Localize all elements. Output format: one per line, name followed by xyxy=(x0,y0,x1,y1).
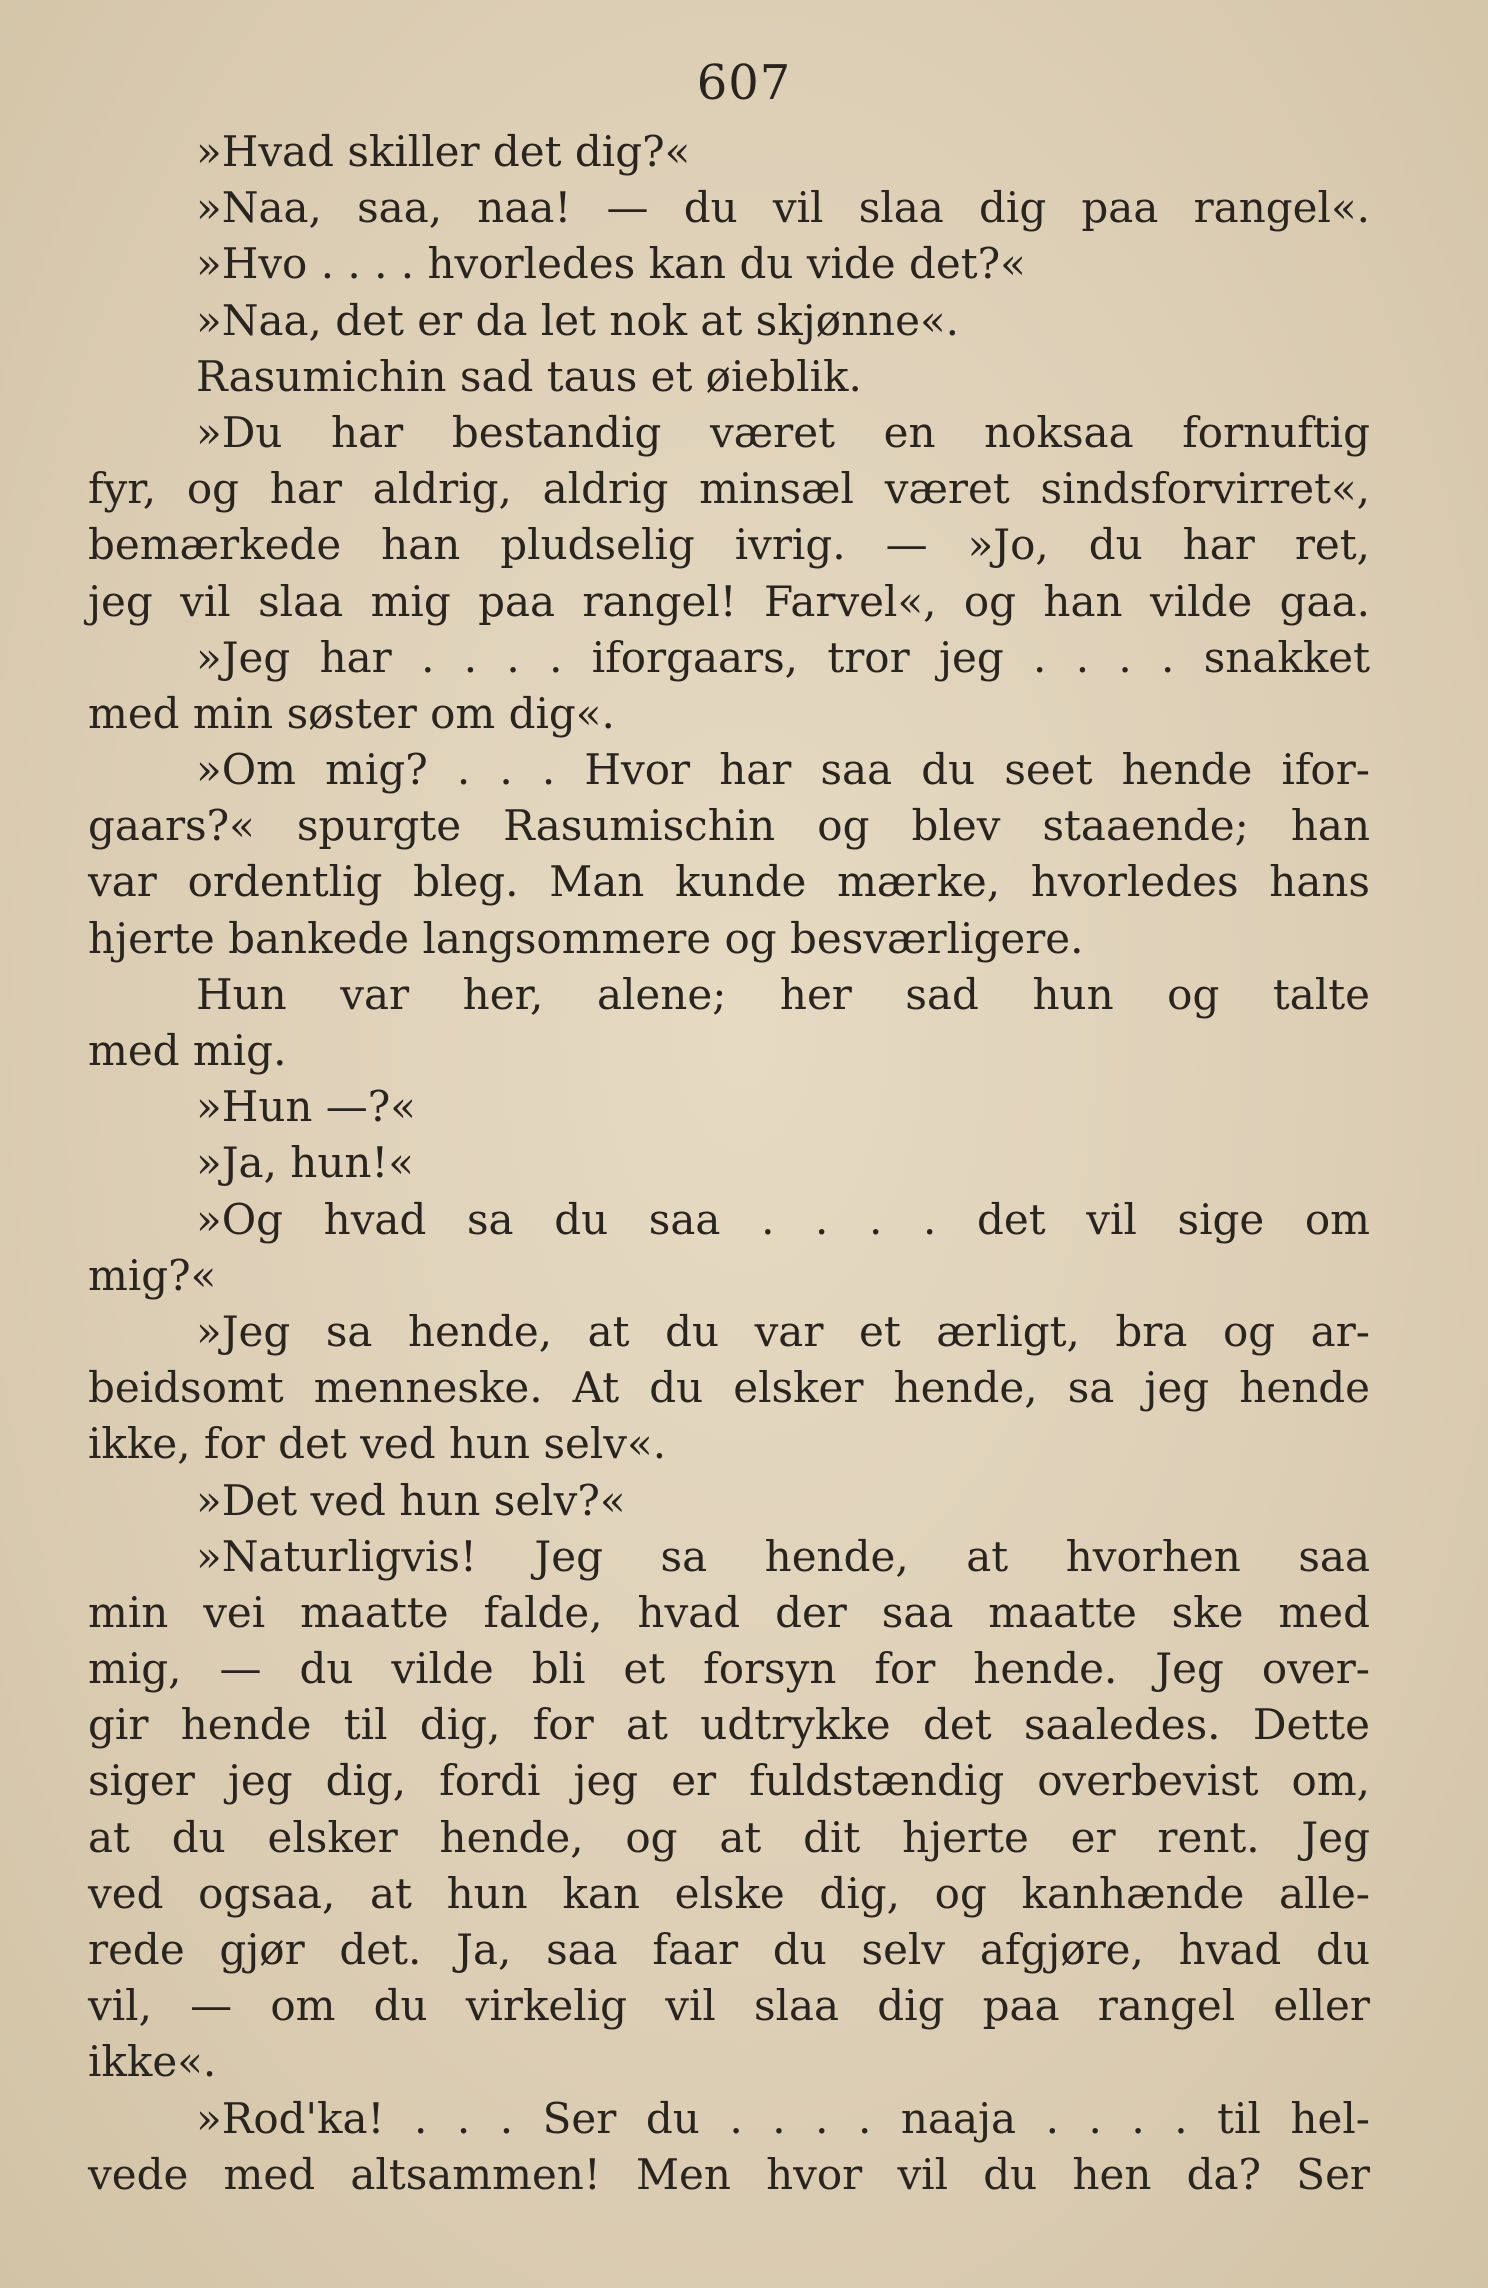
text-line: vede med altsammen! Men hvor vil du hen da? Ser xyxy=(88,2149,1370,2199)
text-line: at du elsker hende, og at dit hjerte er rent. Jeg xyxy=(88,1812,1370,1862)
page-number: 607 xyxy=(696,55,792,111)
text-line: gir hende til dig, for at udtrykke det saaledes. Dette xyxy=(88,1700,1370,1750)
text-line: fyr, og har aldrig, aldrig minsæl været sindsforvirret«, xyxy=(88,464,1370,514)
text-line: ikke«. xyxy=(88,2037,217,2087)
text-line: »Om mig? . . . Hvor har saa du seet hende ifor- xyxy=(196,745,1370,795)
text-line: »Hvo . . . . hvorledes kan du vide det?« xyxy=(196,239,1026,289)
text-line: Rasumichin sad taus et øieblik. xyxy=(196,351,862,401)
text-line: Hun var her, alene; her sad hun og talte xyxy=(196,969,1370,1019)
text-line: bemærkede han pludselig ivrig. — »Jo, du har ret, xyxy=(88,520,1370,570)
text-line: »Og hvad sa du saa . . . . det vil sige om xyxy=(196,1194,1370,1244)
text-line: hjerte bankede langsommere og besværligere. xyxy=(88,913,1084,963)
text-line: ikke, for det ved hun selv«. xyxy=(88,1419,667,1469)
text-line: jeg vil slaa mig paa rangel! Farvel«, og han vilde gaa. xyxy=(88,576,1370,626)
body-text xyxy=(88,124,1370,2203)
text-line: »Det ved hun selv?« xyxy=(196,1475,626,1525)
text-line: »Naa, det er da let nok at skjønne«. xyxy=(196,295,959,345)
text-line: »Rod'ka! . . . Ser du . . . . naaja . . . . til hel- xyxy=(196,2093,1370,2143)
text-line: min vei maatte falde, hvad der saa maatte ske med xyxy=(88,1587,1370,1637)
text-line: beidsomt menneske. At du elsker hende, sa jeg hende xyxy=(88,1363,1370,1413)
text-line: »Ja, hun!« xyxy=(196,1138,414,1188)
text-line: ved ogsaa, at hun kan elske dig, og kanhænde alle- xyxy=(88,1868,1370,1918)
text-line: »Jeg har . . . . iforgaars, tror jeg . . . . snakket xyxy=(196,632,1370,682)
text-line: siger jeg dig, fordi jeg er fuldstændig overbevist om, xyxy=(88,1756,1370,1806)
text-line: var ordentlig bleg. Man kunde mærke, hvorledes hans xyxy=(88,857,1370,907)
text-line: »Jeg sa hende, at du var et ærligt, bra og ar- xyxy=(196,1306,1370,1356)
text-line: vil, — om du virkelig vil slaa dig paa rangel eller xyxy=(88,1981,1370,2031)
text-line: mig?« xyxy=(88,1250,217,1300)
text-line: med min søster om dig«. xyxy=(88,688,615,738)
text-line: rede gjør det. Ja, saa faar du selv afgjøre, hvad du xyxy=(88,1925,1370,1974)
text-line: »Hun —?« xyxy=(196,1082,416,1132)
text-line: »Du har bestandig været en noksaa fornuftig xyxy=(196,407,1370,457)
text-line: med mig. xyxy=(88,1026,287,1075)
text-line: »Hvad skiller det dig?« xyxy=(196,127,691,176)
text-line: »Naturligvis! Jeg sa hende, at hvorhen saa xyxy=(196,1531,1370,1581)
text-line: »Naa, saa, naa! — du vil slaa dig paa rangel«. xyxy=(196,183,1370,233)
text-line: mig, — du vilde bli et forsyn for hende. Jeg over- xyxy=(88,1644,1370,1694)
text-line: gaars?« spurgte Rasumischin og blev staaende; han xyxy=(88,801,1370,851)
